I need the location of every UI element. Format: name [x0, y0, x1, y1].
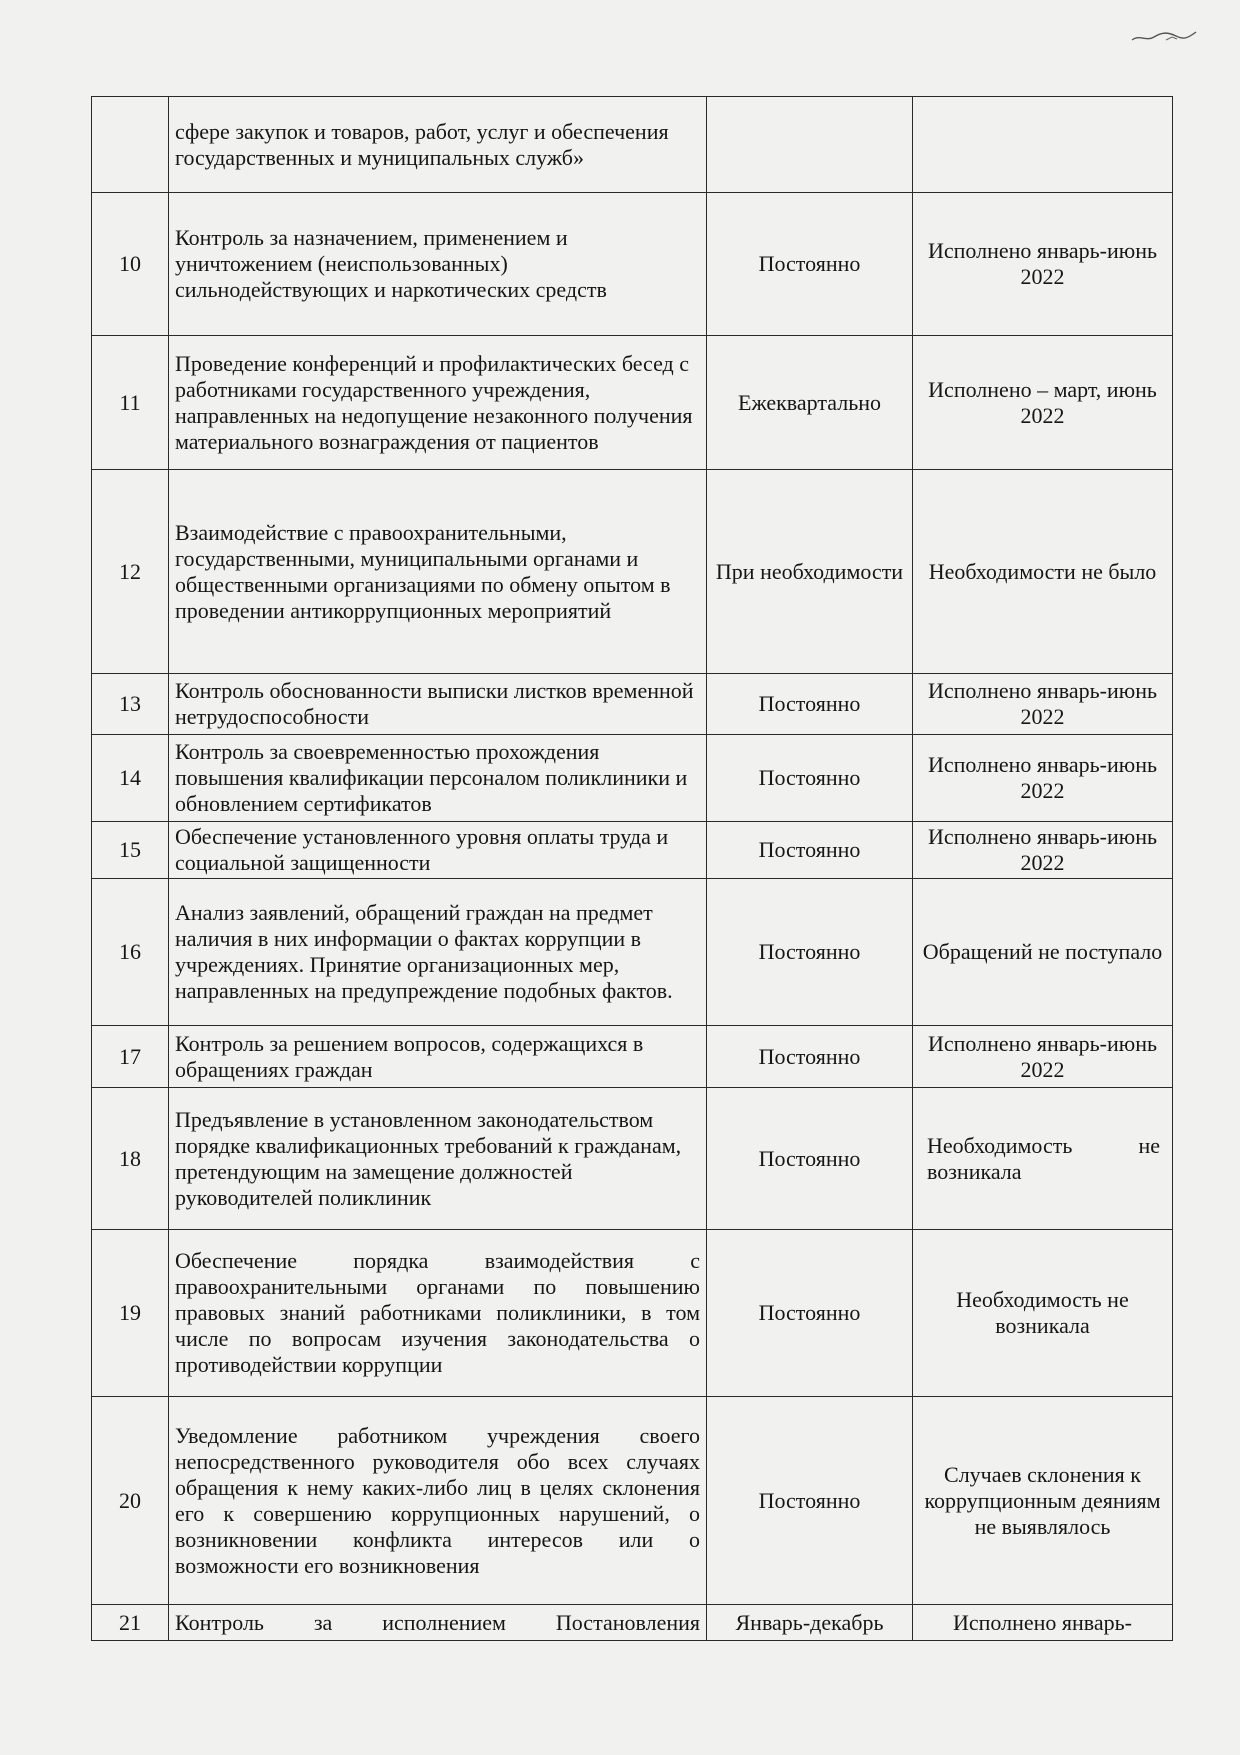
row-number: 20	[92, 1397, 169, 1605]
table-row	[92, 1088, 1173, 1230]
measures-table	[91, 96, 1173, 1641]
measure-text: Контроль за исполнением Постановления	[169, 1605, 707, 1641]
table-row	[92, 193, 1173, 336]
result-cell: Исполнено январь-июнь 2022	[913, 674, 1173, 735]
measure-text: Уведомление работником учреждения своего непосредственного руководителя обо всех случаях обращения к нему каких-либо лиц в целях склонения его к совершению коррупционных нарушений, о возникновении конфликта интересов или о возможности его возникновения	[169, 1397, 707, 1605]
term-cell: Январь-декабрь	[707, 1605, 913, 1641]
table-row	[92, 1397, 1173, 1605]
measure-text: Проведение конференций и профилактических бесед с работниками государственного учреждения, направленных на недопущение незаконного получения материального вознаграждения от пациентов	[169, 336, 707, 470]
row-number: 14	[92, 735, 169, 822]
result-cell: Необходимость не возникала	[913, 1088, 1173, 1230]
row-number: 10	[92, 193, 169, 336]
result-cell: Обращений не поступало	[913, 879, 1173, 1026]
row-number: 12	[92, 470, 169, 674]
term-cell: Постоянно	[707, 735, 913, 822]
term-cell: Постоянно	[707, 193, 913, 336]
result-cell: Случаев склонения к коррупционным деяниям не выявлялось	[913, 1397, 1173, 1605]
result-cell: Исполнено январь-июнь 2022	[913, 735, 1173, 822]
measure-text: Обеспечение порядка взаимодействия с правоохранительными органами по повышению правовых знаний работниками поликлиники, в том числе по вопросам изучения законодательства о противодействии коррупции	[169, 1230, 707, 1397]
measure-text: Предъявление в установленном законодательством порядке квалификационных требований к гражданам, претендующим на замещение должностей руководителей поликлиник	[169, 1088, 707, 1230]
term-cell: Постоянно	[707, 1397, 913, 1605]
table-row	[92, 879, 1173, 1026]
result-cell: Исполнено январь-июнь 2022	[913, 193, 1173, 336]
term-cell: Постоянно	[707, 1230, 913, 1397]
term-cell: Постоянно	[707, 1088, 913, 1230]
table-row	[92, 470, 1173, 674]
table-row	[92, 1026, 1173, 1088]
term-cell: Постоянно	[707, 1026, 913, 1088]
handwritten-mark	[1130, 28, 1200, 44]
result-cell: Исполнено январь-	[913, 1605, 1173, 1641]
term-cell: Ежеквартально	[707, 336, 913, 470]
term-cell: При необходимости	[707, 470, 913, 674]
row-number	[92, 97, 169, 193]
result-cell: Необходимости не было	[913, 470, 1173, 674]
row-number: 21	[92, 1605, 169, 1641]
term-cell: Постоянно	[707, 822, 913, 879]
table-row	[92, 1605, 1173, 1641]
table-row	[92, 735, 1173, 822]
measure-text: Контроль за назначением, применением и уничтожением (неиспользованных) сильнодействующих и наркотических средств	[169, 193, 707, 336]
term-cell	[707, 97, 913, 193]
row-number: 13	[92, 674, 169, 735]
measure-text: Взаимодействие с правоохранительными, государственными, муниципальными органами и общественными организациями по обмену опытом в проведении антикоррупционных мероприятий	[169, 470, 707, 674]
result-cell: Исполнено январь-июнь 2022	[913, 822, 1173, 879]
table-row	[92, 1230, 1173, 1397]
measure-text: Контроль за своевременностью прохождения повышения квалификации персоналом поликлиники и обновлением сертификатов	[169, 735, 707, 822]
row-number: 11	[92, 336, 169, 470]
row-number: 15	[92, 822, 169, 879]
row-number: 17	[92, 1026, 169, 1088]
table-row	[92, 336, 1173, 470]
result-cell: Исполнено январь-июнь 2022	[913, 1026, 1173, 1088]
measure-text: Контроль за решением вопросов, содержащихся в обращениях граждан	[169, 1026, 707, 1088]
row-number: 18	[92, 1088, 169, 1230]
result-cell: Исполнено – март, июнь 2022	[913, 336, 1173, 470]
measure-text: сфере закупок и товаров, работ, услуг и обеспечения государственных и муниципальных служб»	[169, 97, 707, 193]
measure-text: Обеспечение установленного уровня оплаты труда и социальной защищенности	[169, 822, 707, 879]
term-cell: Постоянно	[707, 879, 913, 1026]
row-number: 19	[92, 1230, 169, 1397]
row-number: 16	[92, 879, 169, 1026]
term-cell: Постоянно	[707, 674, 913, 735]
table-row	[92, 674, 1173, 735]
measure-text: Контроль обоснованности выписки листков временной нетрудоспособности	[169, 674, 707, 735]
table-row	[92, 822, 1173, 879]
result-cell	[913, 97, 1173, 193]
measure-text: Анализ заявлений, обращений граждан на предмет наличия в них информации о фактах коррупции в учреждениях. Принятие организационных мер, направленных на предупреждение подобных фактов.	[169, 879, 707, 1026]
result-cell: Необходимость не возникала	[913, 1230, 1173, 1397]
table-row	[92, 97, 1173, 193]
